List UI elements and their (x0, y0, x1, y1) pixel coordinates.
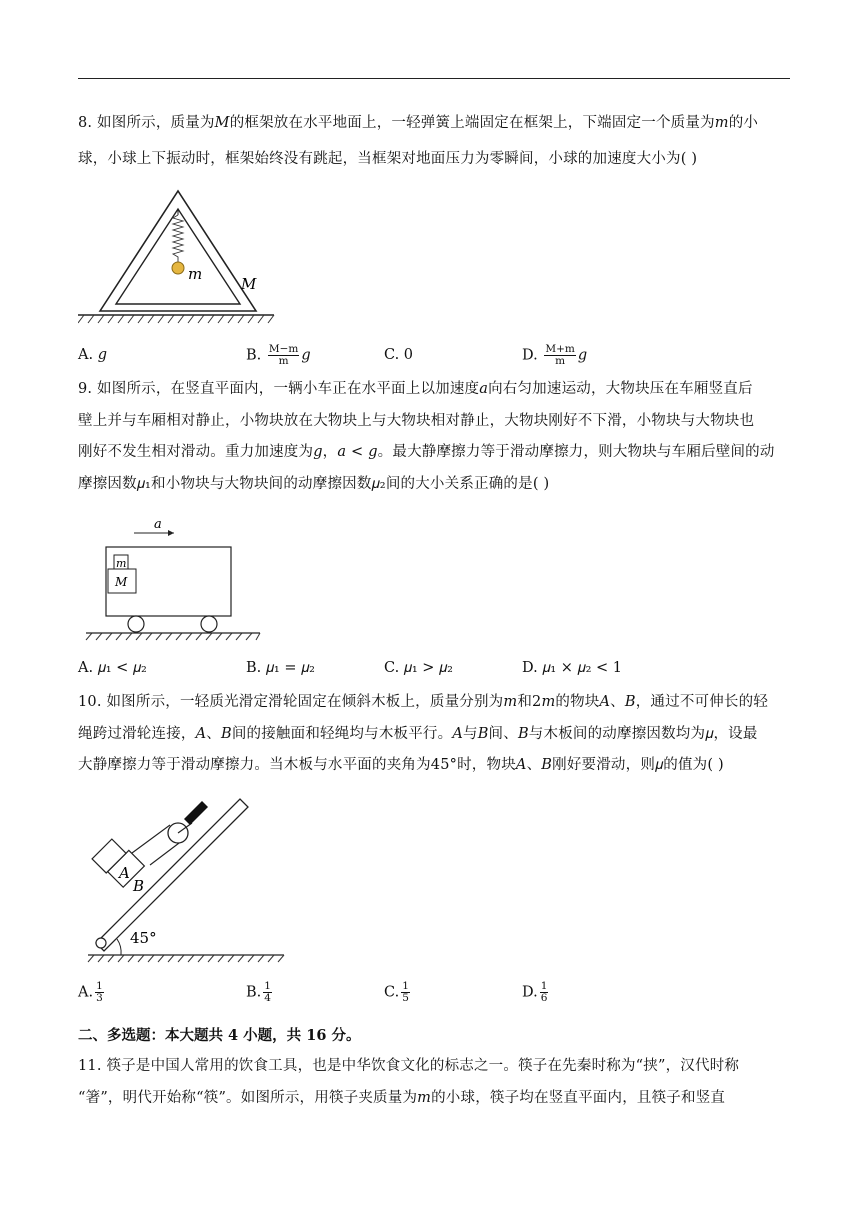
wheel-left (128, 616, 144, 632)
q11-line-2: “箸”，明代开始称“筷”。如图所示，用筷子夹质量为𝑚的小球，筷子均在竖直平面内，且筷子和竖直 (78, 1089, 726, 1106)
q10-option-a-prefix: A. (78, 984, 94, 1001)
q8-option-d[interactable] (522, 344, 587, 367)
q10-option-c-numerator: 1 (402, 980, 409, 992)
ball (172, 262, 184, 274)
spring (173, 215, 183, 262)
q8-label-M: M (241, 275, 257, 293)
question-10-text (78, 689, 790, 780)
q8-option-d-denominator: m (555, 355, 566, 367)
q9-label-a: a (154, 517, 162, 532)
q10-option-c-prefix: C. (384, 984, 400, 1001)
q8-option-c[interactable]: C. 0 (384, 347, 414, 363)
q8-option-b-fraction (268, 344, 300, 367)
wheel-right (201, 616, 217, 632)
q10-option-a-denominator: 3 (96, 992, 103, 1004)
rope-upper (132, 825, 170, 853)
q8-option-d-suffix: 𝑔 (577, 347, 588, 364)
q10-line-1: 10. 如图所示，一轻质光滑定滑轮固定在倾斜木板上，质量分别为𝑚和2𝑚的物块𝐴、𝐵，通过不可伸长的轻 (78, 694, 769, 710)
q9-label-m: m (116, 557, 127, 570)
q8-figure (78, 183, 278, 325)
q8-line-2: 球，小球上下振动时，框架始终没有跳起，当框架对地面压力为零瞬间，小球的加速度大小为( ) (78, 150, 698, 167)
q10-option-b[interactable] (246, 981, 274, 1004)
q9-line-3: 刚好不发生相对滑动。重力加速度为𝑔，𝑎 < 𝑔。最大静摩擦力等于滑动摩擦力，则大物块与车厢后壁间的动 (78, 444, 775, 460)
question-11-text (78, 1053, 790, 1112)
q10-option-d-denominator: 6 (540, 992, 548, 1004)
q8-option-b-suffix: 𝑔 (301, 347, 311, 364)
q10-option-b-denominator: 4 (264, 992, 271, 1004)
q10-line-2: 绳跨过滑轮连接，𝐴、𝐵间的接触面和轻绳均与木板平行。𝐴与𝐵间、𝐵与木板间的动摩擦因数均为𝜇，设最 (78, 725, 758, 742)
q10-option-a-numerator: 1 (96, 980, 103, 992)
q10-figure (84, 795, 288, 963)
q9-line-2: 壁上并与车厢相对静止，小物块放在大物块上与大物块相对静止，大物块刚好不下滑，小物块与大物块也 (78, 412, 755, 429)
q10-options (78, 981, 790, 1009)
q10-option-b-numerator: 1 (264, 980, 271, 992)
q8-label-m: m (188, 265, 203, 283)
q9-line-4: 摩擦因数𝜇₁和小物块与大物块间的动摩擦因数𝜇₂间的大小关系正确的是( ) (78, 475, 550, 492)
q9-option-c[interactable]: C. 𝜇₁ > 𝜇₂ (384, 660, 453, 676)
q10-option-a-fraction (95, 981, 104, 1004)
q8-option-d-fraction (544, 344, 576, 367)
q10-label-A: A (119, 864, 130, 882)
q10-option-c-denominator: 5 (402, 992, 409, 1004)
q11-line-1: 11. 筷子是中国人常用的饮食工具，也是中华饮食文化的标志之一。筷子在先秦时称为“挟”，汉代时称 (78, 1058, 740, 1074)
q9-option-d[interactable]: D. 𝜇₁ × 𝜇₂ < 1 (522, 660, 623, 676)
q10-label-B: B (133, 877, 145, 895)
pulley-mount (184, 801, 208, 825)
q10-line-3: 大静摩擦力等于滑动摩擦力。当木板与水平面的夹角为45°时，物块𝐴、𝐵刚好要滑动，则𝜇的值为( ) (78, 757, 724, 773)
q9-option-b[interactable]: B. 𝜇₁ = 𝜇₂ (246, 660, 315, 676)
q8-option-b-prefix: B. (246, 347, 262, 364)
q9-label-M: M (115, 575, 128, 589)
q10-label-angle: 45° (130, 929, 157, 947)
q8-option-d-prefix: D. (522, 347, 538, 364)
q10-option-d-numerator: 1 (540, 980, 548, 992)
q8-option-d-numerator: M+m (545, 343, 575, 355)
q9-option-a[interactable]: A. 𝜇₁ < 𝜇₂ (78, 660, 147, 676)
q10-option-a[interactable] (78, 981, 106, 1004)
q10-option-c[interactable] (384, 981, 412, 1004)
q10-option-d-fraction (540, 981, 549, 1004)
q8-option-b-denominator: m (278, 355, 289, 367)
q8-options (78, 344, 790, 370)
board-hinge (96, 938, 106, 948)
q9-options (78, 660, 790, 686)
q8-option-a[interactable]: A. 𝑔 (78, 347, 107, 363)
question-8-text (78, 110, 790, 173)
q8-line-1: 8. 如图所示，质量为𝑀的框架放在水平地面上，一轻弹簧上端固定在框架上，下端固定一个质量为𝑚的小 (78, 115, 759, 131)
q10-option-d[interactable] (522, 981, 550, 1004)
q10-option-d-prefix: D. (522, 984, 538, 1001)
q9-figure (84, 516, 266, 642)
question-9-text (78, 376, 790, 498)
section-heading: 二、多选题：本大题共 4 小题，共 16 分。 (78, 1027, 361, 1044)
q8-option-b-numerator: M−m (268, 343, 299, 355)
q8-option-b[interactable] (246, 344, 311, 367)
q10-option-b-prefix: B. (246, 984, 262, 1001)
q10-option-b-fraction (263, 981, 272, 1004)
q9-line-1: 9. 如图所示，在竖直平面内，一辆小车正在水平面上以加速度𝑎向右匀加速运动，大物块压在车厢竖直后 (78, 381, 753, 397)
q10-option-c-fraction (401, 981, 410, 1004)
header-rule (78, 78, 790, 79)
